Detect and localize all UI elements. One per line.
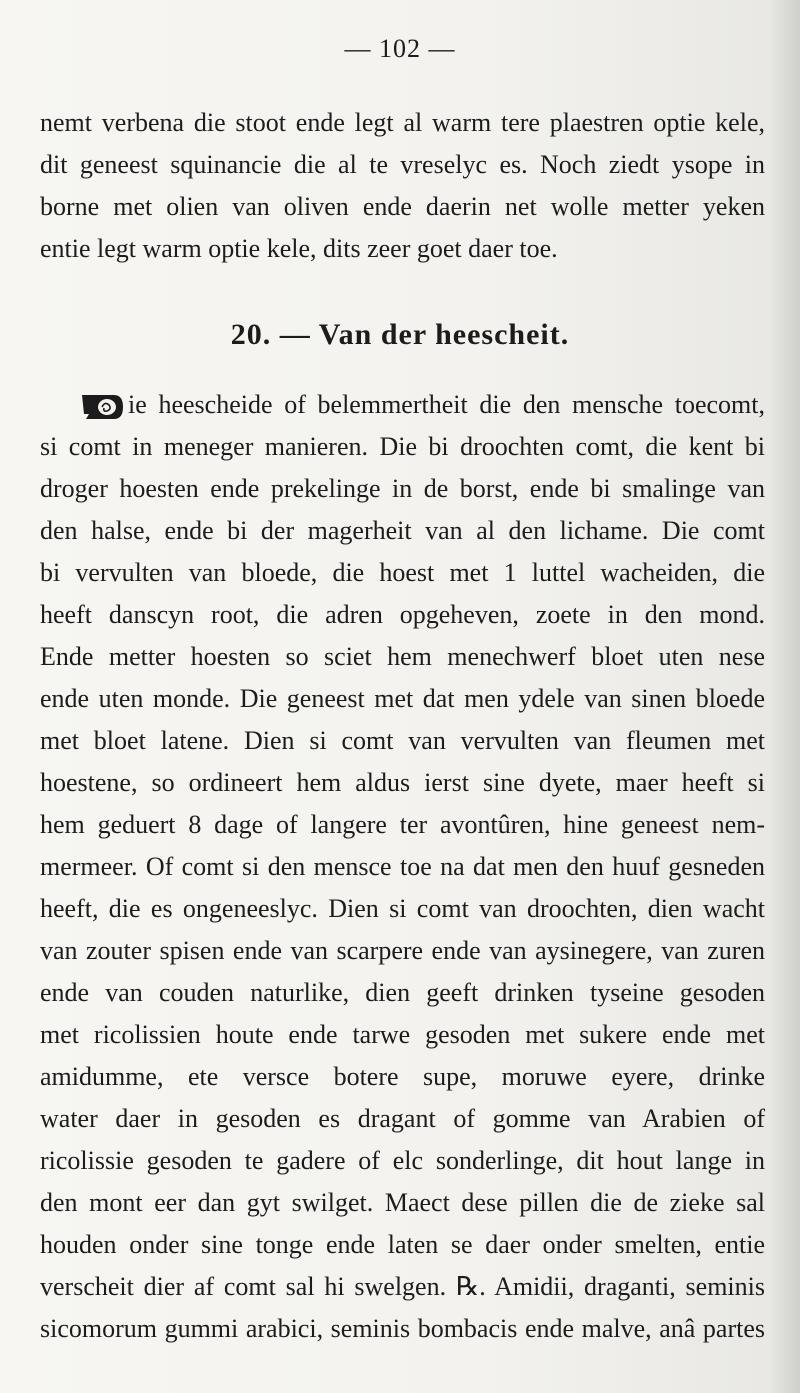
- text-line: ende van couden naturlike, dien geeft drinken tyseine gesoden: [40, 978, 765, 1007]
- text-line: water daer in gesoden es dragant of gomme van Arabien of: [40, 1104, 765, 1133]
- text-line: met ricolissien houte ende tarwe gesoden met sukere ende met: [40, 1020, 765, 1049]
- text-line: den halse, ende bi der magerheit van al den lichame. Die comt: [40, 516, 765, 545]
- text-line-first: [40, 384, 765, 426]
- text-line: dit geneest squinancie die al te vreselyc es. Noch ziedt ysope in: [40, 150, 765, 179]
- text-line: borne met olien van oliven ende daerin net wolle metter yeken: [40, 192, 765, 221]
- text-line: si comt in meneger manieren. Die bi droochten comt, die kent bi: [40, 432, 765, 461]
- paragraph-2: [40, 384, 765, 1350]
- text-line: Ende metter hoesten so sciet hem menechwerf bloet uten nese: [40, 642, 765, 671]
- first-line-text: ie heescheide of belemmertheit die den mensche toecomt,: [128, 390, 765, 419]
- text-line: heeft danscyn root, die adren opgeheven, zoete in den mond.: [40, 600, 765, 629]
- decorated-initial-icon: [80, 392, 124, 422]
- page-number: — 102 —: [344, 34, 456, 63]
- text-line: mermeer. Of comt si den mensce toe na dat men den huuf gesneden: [40, 852, 765, 881]
- text-line: heeft, die es ongeneeslyc. Dien si comt van droochten, dien wacht: [40, 894, 765, 923]
- section-heading: 20. — Van der heescheit.: [230, 318, 570, 351]
- text-line: amidumme, ete versce botere supe, moruwe eyere, drinke: [40, 1062, 765, 1091]
- text-line: verscheit dier af comt sal hi swelgen. ℞. Amidii, draganti, seminis: [40, 1272, 765, 1301]
- text-line: hem geduert 8 dage of langere ter avontûren, hine geneest nem-: [40, 810, 765, 839]
- text-line: hoestene, so ordineert hem aldus ierst sine dyete, maer heeft si: [40, 768, 765, 797]
- text-line: den mont eer dan gyt swilget. Maect dese pillen die de zieke sal: [40, 1188, 765, 1217]
- text-line: sicomorum gummi arabici, seminis bombacis ende malve, anâ partes: [40, 1314, 765, 1343]
- text-line: met bloet latene. Dien si comt van vervulten van fleumen met: [40, 726, 765, 755]
- text-line: houden onder sine tonge ende laten se daer onder smelten, entie: [40, 1230, 765, 1259]
- text-line: nemt verbena die stoot ende legt al warm tere plaestren optie kele,: [40, 108, 765, 137]
- paragraph-1: [40, 102, 765, 270]
- text-line: ricolissie gesoden te gadere of elc sonderlinge, dit hout lange in: [40, 1146, 765, 1175]
- text-line: entie legt warm optie kele, dits zeer goet daer toe.: [40, 234, 558, 263]
- text-line: droger hoesten ende prekelinge in de borst, ende bi smalinge van: [40, 474, 765, 503]
- text-line: ende uten monde. Die geneest met dat men ydele van sinen bloede: [40, 684, 765, 713]
- text-line: van zouter spisen ende van scarpere ende van aysinegere, van zuren: [40, 936, 765, 965]
- text-line: bi vervulten van bloede, die hoest met 1 luttel wacheiden, die: [40, 558, 765, 587]
